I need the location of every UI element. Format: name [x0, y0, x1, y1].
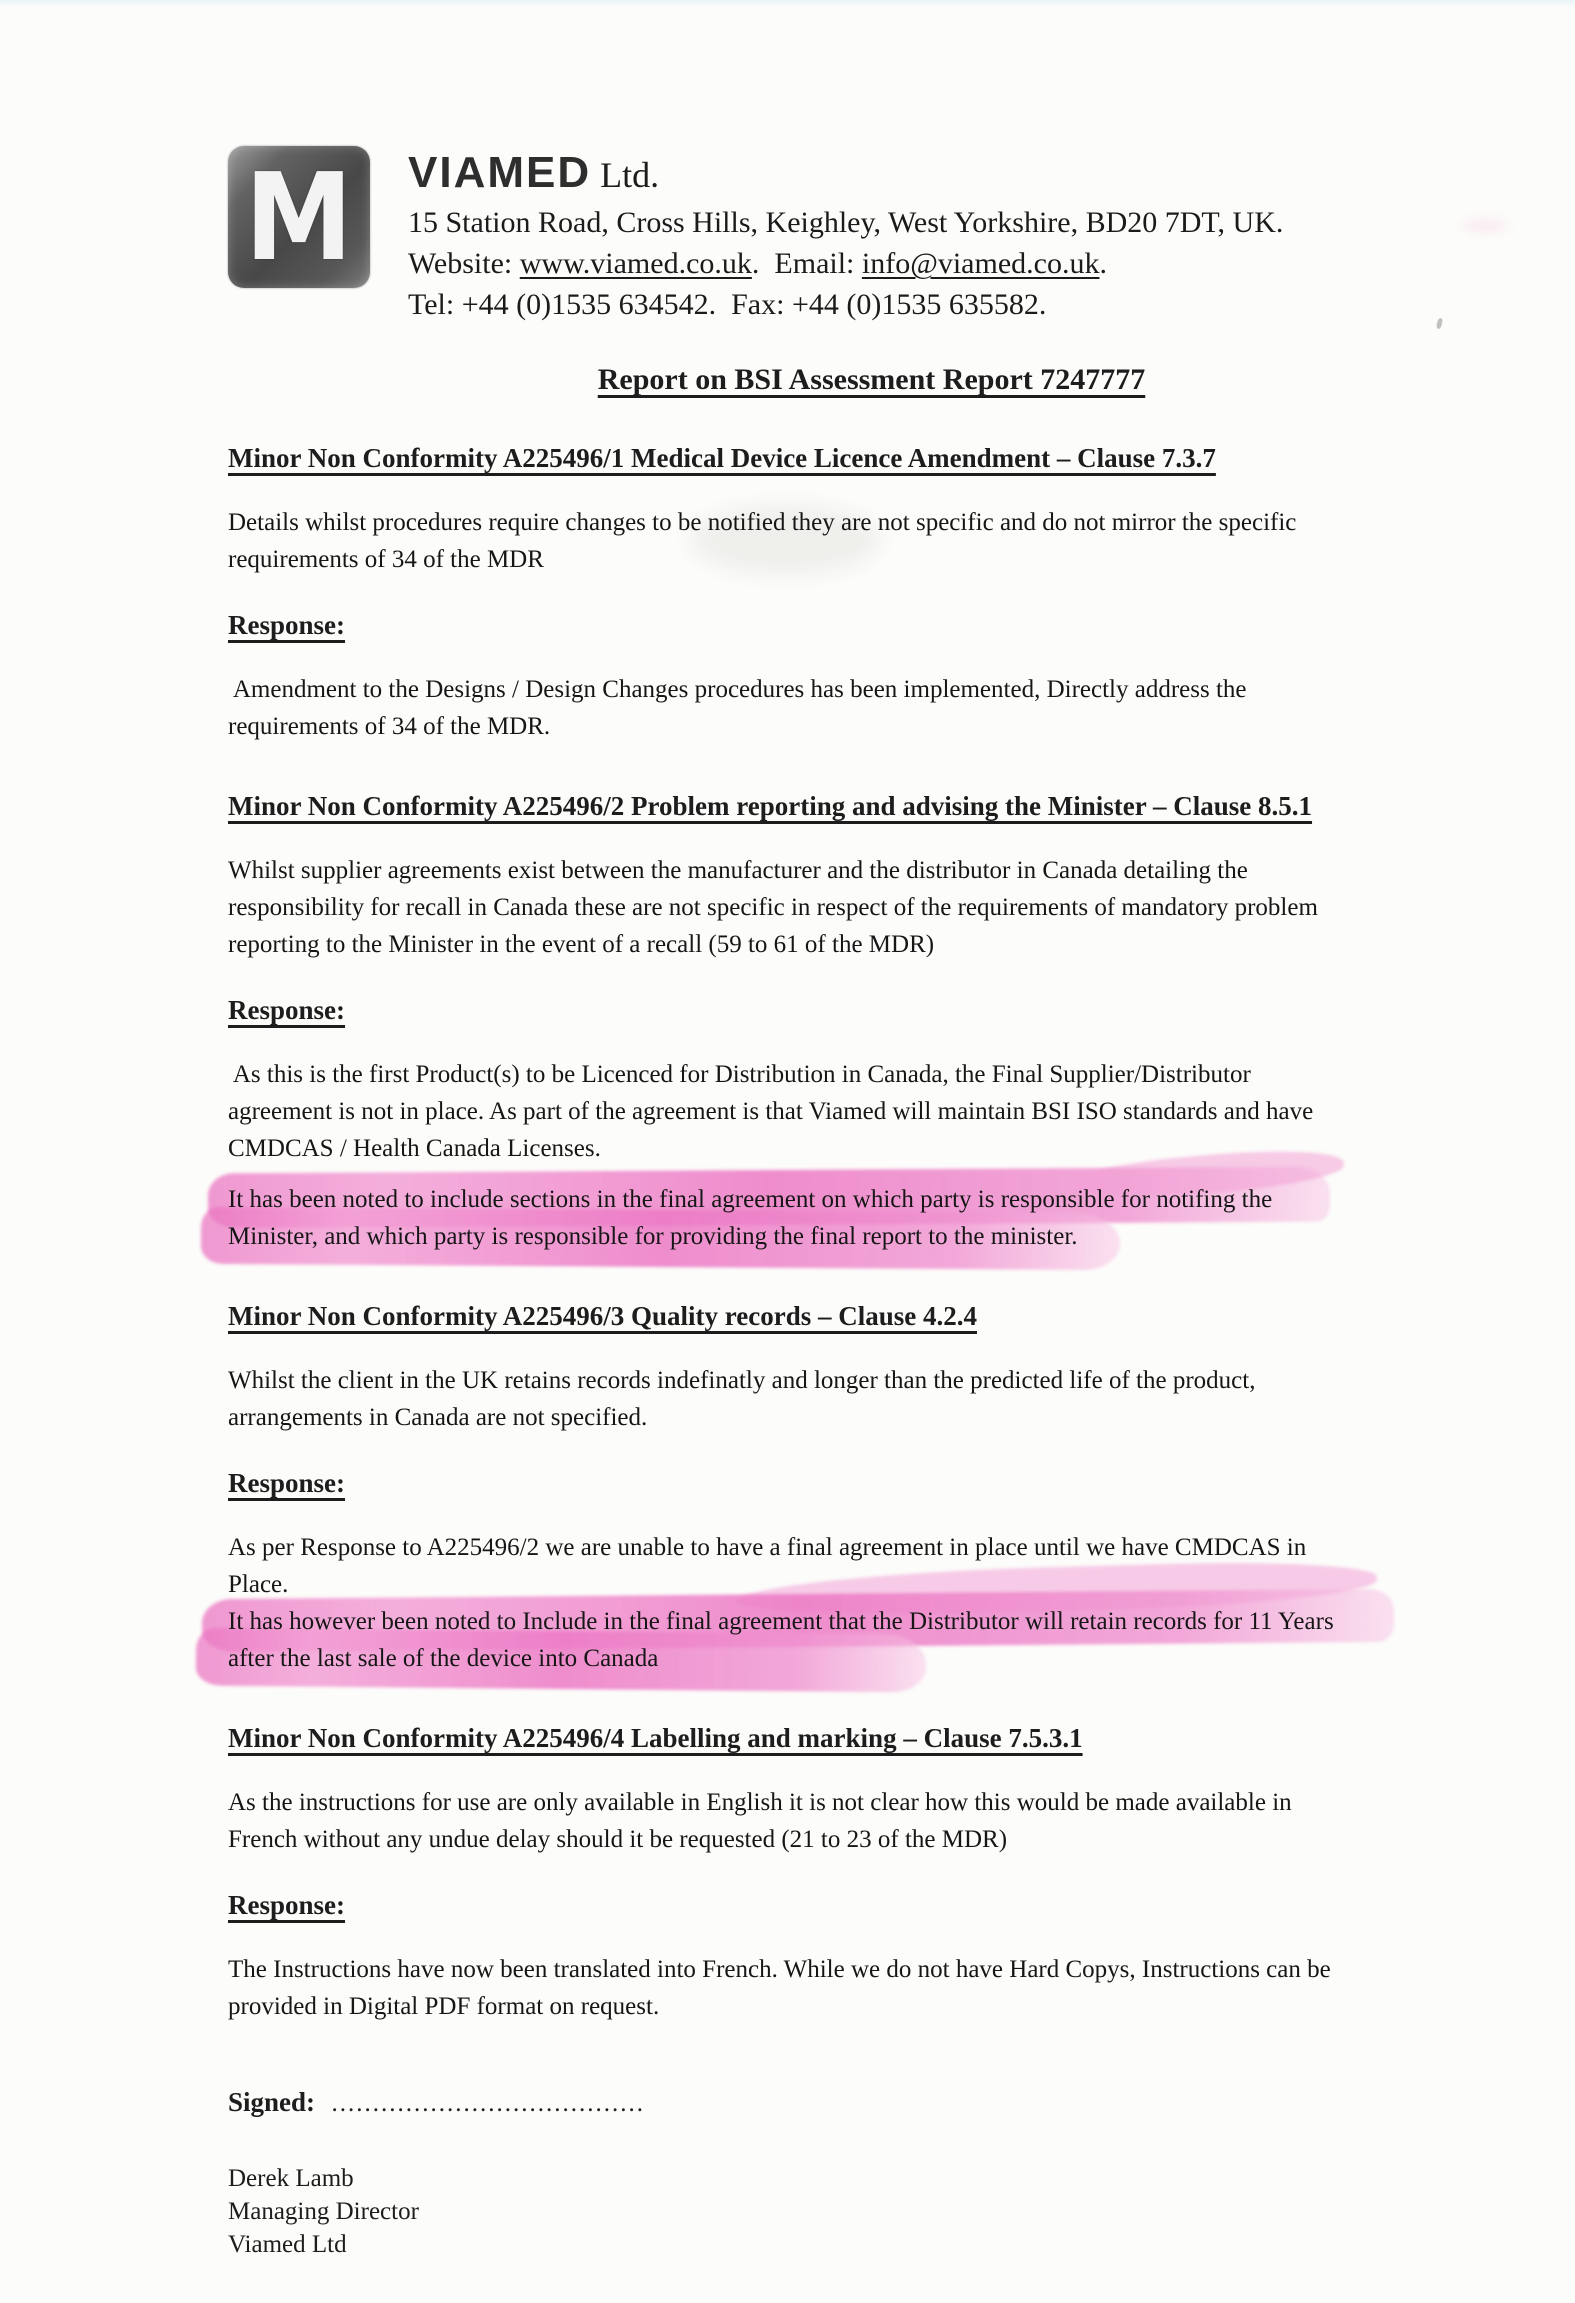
section-4 [228, 1723, 1515, 2025]
body-line: reporting to the Minister in the event of a recall (59 to 61 of the MDR) [228, 931, 935, 958]
company-name: VIAMED [408, 148, 592, 197]
section-2-response [228, 1056, 1515, 1255]
website-label: Website: [408, 247, 520, 280]
section-4-body [228, 1784, 1515, 1858]
section-1 [228, 443, 1515, 745]
response-label: Response: [228, 995, 346, 1025]
report-title: Report on BSI Assessment Report 7247777 [597, 363, 1146, 396]
signature-block [228, 2162, 1515, 2261]
body-line: As the instructions for use are only available in English it is not clear how this would be made available in [228, 1789, 1292, 1816]
highlighted-line: after the last sale of the device into Canada [228, 1645, 659, 1672]
body-line: requirements of 34 of the MDR [228, 546, 544, 573]
response-line: requirements of 34 of the MDR. [228, 713, 551, 740]
section-3-response [228, 1529, 1515, 1677]
section-1-body [228, 504, 1515, 578]
section-1-response [228, 671, 1515, 745]
highlighted-line: It has been noted to include sections in the final agreement on which party is responsible for notifing the [228, 1186, 1273, 1213]
section-1-heading: Minor Non Conformity A225496/1 Medical Device Licence Amendment – Clause 7.3.7 [228, 443, 1216, 473]
section-3-heading: Minor Non Conformity A225496/3 Quality records – Clause 4.2.4 [228, 1301, 977, 1331]
signature-company: Viamed Ltd [228, 2231, 347, 2258]
email-link: info@viamed.co.uk [861, 247, 1100, 280]
section-4-response [228, 1951, 1515, 2025]
response-line: As this is the first Product(s) to be Licenced for Distribution in Canada, the Final Supplier/Distributor [228, 1061, 1251, 1088]
response-line: CMDCAS / Health Canada Licenses. [228, 1135, 601, 1162]
company-name-line [408, 148, 1283, 198]
section-2 [228, 791, 1515, 1255]
scan-edge-artifact [0, 0, 1575, 7]
logo-m-letter: M [244, 146, 354, 288]
highlighted-line: Minister, and which party is responsible for providing the final report to the minister. [228, 1223, 1078, 1250]
response-line: agreement is not in place. As part of the agreement is that Viamed will maintain BSI ISO standards and have [228, 1098, 1314, 1125]
response-line: provided in Digital PDF format on request. [228, 1993, 660, 2020]
letterhead [228, 146, 1515, 325]
response-line: As per Response to A225496/2 we are unable to have a final agreement in place until we have CMDCAS in [228, 1534, 1307, 1561]
website-email-line [408, 243, 1283, 284]
signed-label: Signed: [228, 2087, 316, 2117]
title-row [228, 363, 1515, 397]
signature-role: Managing Director [228, 2198, 419, 2225]
response-label: Response: [228, 610, 346, 640]
body-line: Whilst supplier agreements exist between the manufacturer and the distributor in Canada detailing the [228, 857, 1248, 884]
signed-row [228, 2087, 1515, 2118]
viamed-logo [228, 146, 370, 288]
section-2-heading: Minor Non Conformity A225496/2 Problem reporting and advising the Minister – Clause 8.5.1 [228, 791, 1313, 821]
letterhead-text [408, 146, 1283, 325]
company-address: 15 Station Road, Cross Hills, Keighley, West Yorkshire, BD20 7DT, UK. [408, 206, 1284, 239]
response-line: The Instructions have now been translated into French. While we do not have Hard Copys, Instructions can be [228, 1956, 1331, 1983]
section-3-body [228, 1362, 1515, 1436]
section-4-heading: Minor Non Conformity A225496/4 Labelling and marking – Clause 7.5.3.1 [228, 1723, 1083, 1753]
scan-smudge-artifact [1462, 218, 1508, 233]
section-2-body [228, 852, 1515, 963]
signature-name: Derek Lamb [228, 2165, 354, 2192]
between-links-text: . Email: [751, 247, 862, 280]
body-line: responsibility for recall in Canada these are not specific in respect of the requirements of mandatory problem [228, 894, 1318, 921]
signature-dotted-line: ...................................... [315, 2090, 646, 2117]
after-email-period: . [1099, 247, 1107, 280]
body-line: arrangements in Canada are not specified. [228, 1404, 648, 1431]
body-line: French without any undue delay should it be requested (21 to 23 of the MDR) [228, 1826, 1008, 1853]
highlighted-note [228, 1603, 1334, 1677]
highlighted-line: It has however been noted to Include in the final agreement that the Distributor will retain records for 11 Years [228, 1608, 1334, 1635]
company-suffix: Ltd. [591, 155, 660, 195]
website-link: www.viamed.co.uk [519, 247, 752, 280]
response-label: Response: [228, 1468, 346, 1498]
section-3 [228, 1301, 1515, 1677]
response-line: Place. [228, 1571, 289, 1598]
response-line: Amendment to the Designs / Design Changes procedures has been implemented, Directly address the [228, 676, 1247, 703]
body-line: Whilst the client in the UK retains records indefinatly and longer than the predicted life of the product, [228, 1367, 1256, 1394]
phone-fax-line: Tel: +44 (0)1535 634542. Fax: +44 (0)1535 635582. [408, 288, 1047, 321]
response-label: Response: [228, 1890, 346, 1920]
highlighted-note [228, 1181, 1272, 1255]
body-line: Details whilst procedures require changes to be notified they are not specific and do not mirror the specific [228, 509, 1297, 536]
